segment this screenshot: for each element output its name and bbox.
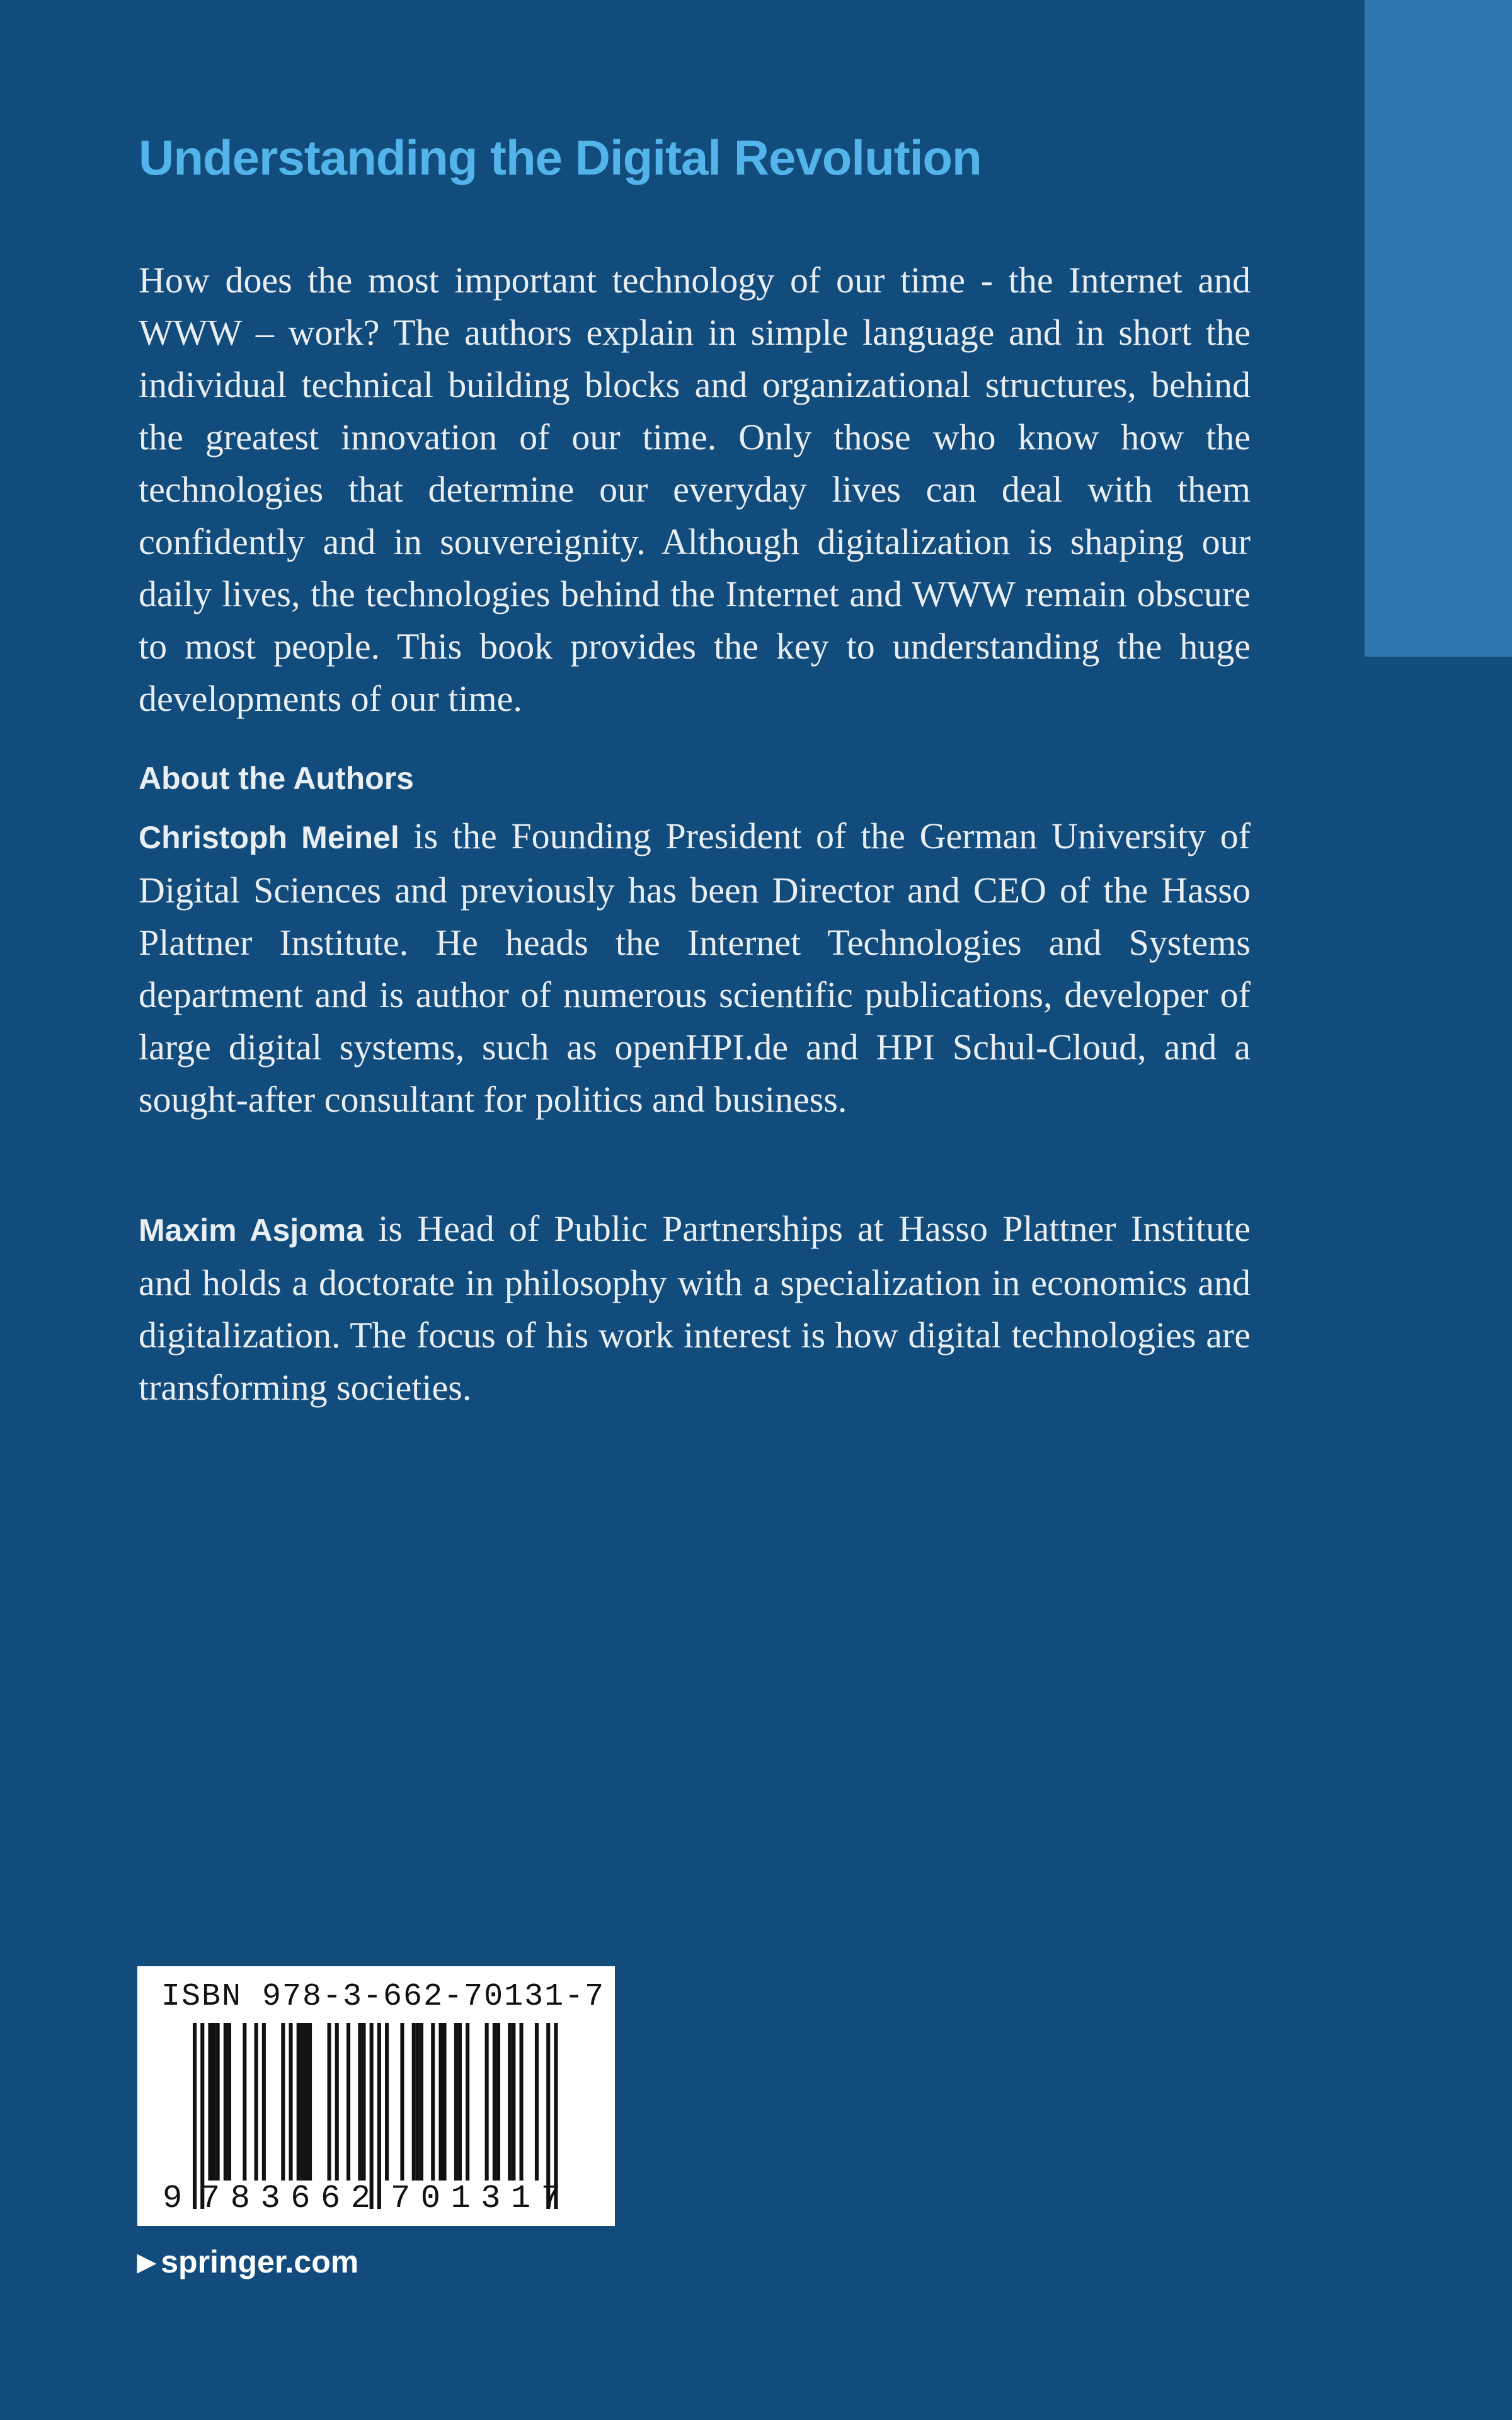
author-bio-meinel — [139, 810, 1251, 1126]
barcode-bar — [346, 2023, 350, 2181]
barcode-bar — [443, 2023, 447, 2181]
barcode-bar — [454, 2023, 458, 2181]
barcode-bar — [420, 2023, 423, 2181]
barcode-bar — [255, 2023, 258, 2181]
barcode-bar — [297, 2023, 301, 2181]
barcode-bar — [308, 2023, 312, 2181]
author-bio-text: is the Founding President of the German University of Digital Sciences and previously has been Director and CEO of the Hasso Plattner Institute. He heads the Internet Technologies and Systems department and is author of numerous scientific publications, developer of large digital systems, such as openHPI.de and HPI Schul-Cloud, and a sought-after consultant for politics and business. — [139, 815, 1251, 1120]
ean-digit-first: 9 — [163, 2180, 183, 2212]
barcode-bar — [289, 2023, 293, 2181]
barcode-bar — [281, 2023, 285, 2181]
barcode-bar — [412, 2023, 416, 2181]
authors-heading: About the Authors — [139, 761, 414, 796]
barcode-bar — [304, 2023, 308, 2181]
ean-digits-left: 783662 — [200, 2180, 370, 2212]
book-title: Understanding the Digital Revolution — [139, 130, 982, 185]
barcode-bar — [335, 2023, 339, 2181]
isbn-number: ISBN 978-3-662-70131-7 — [161, 1979, 605, 2015]
barcode-bar — [466, 2023, 469, 2181]
barcode-bar — [262, 2023, 266, 2181]
barcode-bar — [508, 2023, 512, 2181]
barcode-bar — [493, 2023, 496, 2181]
book-description: How does the most important technology of our time - the Internet and WWW – work? The authors explain in simple language and in short the individual technical building blocks and organizational structures, behind the greatest innovation of our time. Only those who know how the technologies that determine our everyday lives can deal with them confidently and in souvereignity. Although digitalization is shaping our daily lives, the technologies behind the Internet and WWW remain obscure to most people. This book provides the key to understanding the huge developments of our time. — [139, 260, 1251, 719]
author-name: Christoph Meinel — [139, 820, 399, 855]
barcode-bar — [438, 2023, 442, 2181]
author-bio-text: is Head of Public Partnerships at Hasso Plattner Institute and holds a doctorate in philosophy with a specialization in economics and digitalization. The focus of his work interest is how digital technologies are transforming societies. — [139, 1208, 1251, 1408]
barcode-bar — [358, 2023, 362, 2181]
barcode-bar — [193, 2023, 197, 2209]
barcode-bar — [212, 2023, 216, 2181]
publisher-link[interactable] — [137, 2244, 358, 2280]
barcode-bar — [362, 2023, 365, 2181]
author-bio-asjoma — [139, 1202, 1251, 1414]
barcode-bar — [496, 2023, 500, 2181]
barcode-bar — [535, 2023, 539, 2181]
barcode-bar — [328, 2023, 331, 2181]
barcode-bars — [163, 2023, 597, 2212]
barcode-bar — [520, 2023, 524, 2181]
isbn-barcode — [137, 1966, 615, 2226]
barcode-bar — [224, 2023, 227, 2181]
barcode-bar — [301, 2023, 304, 2181]
barcode-bar — [208, 2023, 212, 2181]
triangle-right-icon: ▶ — [137, 2249, 156, 2276]
author-name: Maxim Asjoma — [139, 1213, 364, 1248]
barcode-bar — [227, 2023, 231, 2181]
barcode-bar — [377, 2023, 381, 2209]
barcode-bar — [400, 2023, 404, 2181]
cover-side-tab — [1365, 0, 1512, 657]
barcode-bar — [458, 2023, 462, 2181]
barcode-bar — [485, 2023, 489, 2181]
barcode-bar — [416, 2023, 420, 2181]
barcode-bar — [512, 2023, 515, 2181]
barcode-bar — [216, 2023, 220, 2181]
barcode-bar — [243, 2023, 246, 2181]
barcode-bar — [431, 2023, 435, 2181]
ean-digits-right: 701317 — [391, 2180, 561, 2212]
publisher-link-text: springer.com — [161, 2244, 359, 2279]
barcode-bar — [385, 2023, 389, 2181]
